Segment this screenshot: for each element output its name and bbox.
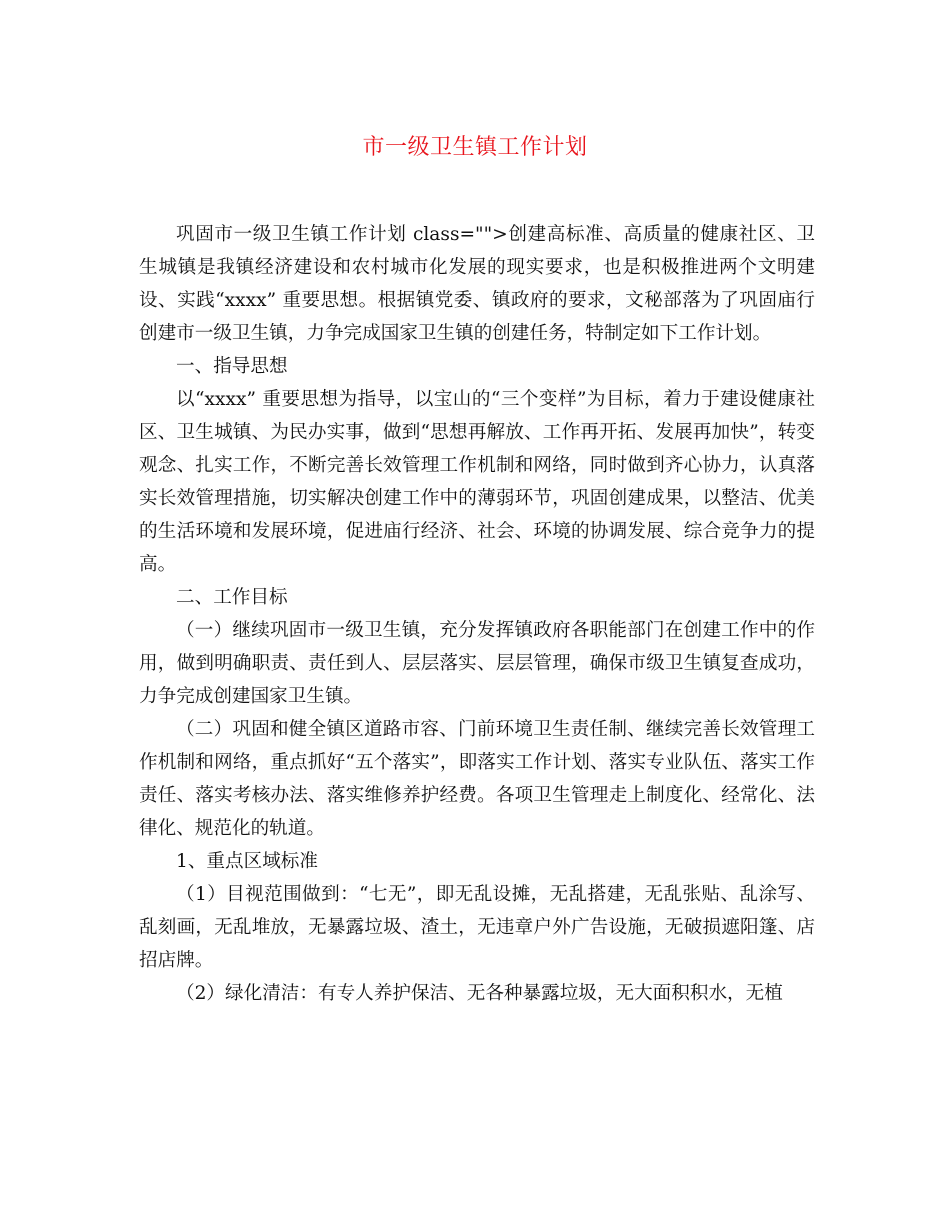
paragraph-standard-one: （1）目视范围做到：“七无”，即无乱设摊，无乱搭建，无乱张贴、乱涂写、乱刻画，无乱堆放，无暴露垃圾、渣土，无违章户外广告设施，无破损遮阳篷、店招店牌。 (139, 884, 815, 971)
heading-guiding-thought: 一、指导思想 (176, 356, 288, 377)
paragraph-goal-one: （一）继续巩固市一级卫生镇，充分发挥镇政府各职能部门在创建工作中的作用，做到明确职责、责任到人、层层落实、层层管理，确保市级卫生镇复查成功，力争完成创建国家卫生镇。 (139, 620, 815, 707)
heading-key-area-standards: 1、重点区域标准 (176, 851, 318, 872)
paragraph-goal-two: （二）巩固和健全镇区道路市容、门前环境卫生责任制、继续完善长效管理工作机制和网络，重点抓好“五个落实”，即落实工作计划、落实专业队伍、落实工作责任、落实考核办法、落实维修养护经费。各项卫生管理走上制度化、经常化、法律化、规范化的轨道。 (139, 719, 815, 839)
paragraph-standard-two: （2）绿化清洁：有专人养护保洁、无各种暴露垃圾，无大面积积水，无植 (176, 983, 783, 1004)
paragraph-intro: 巩固市一级卫生镇工作计划 class="">创建高标准、高质量的健康社区、卫生城镇是我镇经济建设和农村城市化发展的现实要求，也是积极推进两个文明建设、实践“xxxx” 重要思想。根据镇党委、镇政府的要求，文秘部落为了巩固庙行创建市一级卫生镇，力争完成国家卫生镇的创建任务，特制定如下工作计划。 (139, 224, 815, 344)
paragraph-guiding-thought: 以“xxxx” 重要思想为指导，以宝山的“三个变样”为目标，着力于建设健康社区、卫生城镇、为民办实事，做到“思想再解放、工作再开拓、发展再加快”，转变观念、扎实工作，不断完善长效管理工作机制和网络，同时做到齐心协力，认真落实长效管理措施，切实解决创建工作中的薄弱环节，巩固创建成果，以整洁、优美的生活环境和发展环境，促进庙行经济、社会、环境的协调发展、综合竞争力的提高。 (139, 389, 815, 575)
heading-work-goals: 二、工作目标 (176, 587, 288, 608)
document-body (139, 218, 815, 1010)
document-title: 市一级卫生镇工作计划 (362, 135, 588, 160)
